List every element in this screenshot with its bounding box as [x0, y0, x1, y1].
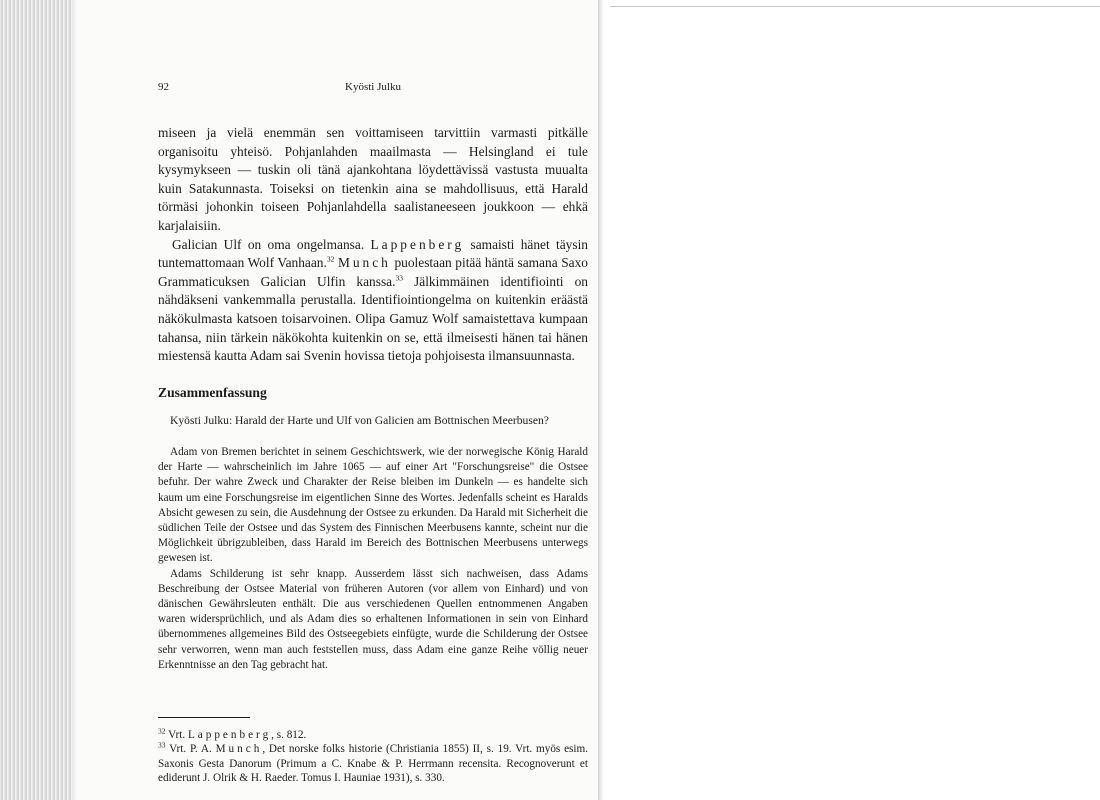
footnote-32 — [158, 728, 588, 742]
left-page — [78, 0, 598, 800]
summary-text — [158, 445, 588, 673]
body-paragraph-1: miseen ja vielä enemmän sen voittamiseen tarvittiin varmasti pitkälle organisoitu yhteisö. Pohjanlahden maailmasta — Helsingland ei tule kysymykseen — tuskin oli tänä ajankohtana löydettävissä vastusta muualta kuin Satakunnasta. Toiseksi on tietenkin aina se mahdollisuus, että Harald törmäsi johonkin toiseen Pohjanlahdella saalistaneeseen joukkoon — ehkä karjalaisiin. — [158, 125, 588, 233]
author-name-lappenberg: Lappenberg — [370, 236, 465, 252]
page-top-edge — [610, 6, 1100, 7]
running-title: Kyösti Julku — [345, 81, 401, 93]
summary-title: Kyösti Julku: Harald der Harte und Ulf von Galicien am Bottnischen Meerbusen? — [170, 414, 549, 427]
text-run: Jälkimmäinen identifiointi on nähdäkseni vankemmalla perustalla. Identifiointiongelma on kuitenkin eräästä näkökulmasta katsoen toisarvoinen. Olipa Gamuz Wolf samaistettava kumpaan tahansa, niin tärkein näkökohta kuitenkin on se, että ilmeisesti hänen tai hänen miestensä kautta Adam sai Svenin hovissa tietoja pohjoisesta ilmansuunnasta. — [158, 273, 588, 364]
running-head — [158, 81, 588, 97]
footnote-ref-32: 32 — [326, 254, 335, 264]
text-run: puolestaan pitää häntä samana Saxo Grammaticuksen Galician Ulfin kanssa. — [158, 255, 588, 289]
text-run: Galician Ulf on oma ongelmansa. — [172, 236, 371, 252]
author-name: Munch — [215, 743, 263, 756]
section-heading: Zusammenfassung — [158, 385, 267, 400]
footnote-33 — [158, 742, 588, 785]
summary-paragraph-2: Adams Schilderung ist sehr knapp. Ausserdem lässt sich nachweisen, dass Adams Beschreibung der Ostsee Material von früheren Autoren (vor allem von Einhard) und von dänischen Gewährsleuten enthält. Die aus verschiedenen Quellen entnommenen Angaben waren widersprüchlich, und als Adam dies so erhaltenen Informationen in sein von Einhard übernommenes allgemeines Bild des Ostseegebiets einfügte, wurde die Schilderung der Ostsee sehr verworren, wenn man auch feststellen muss, dass Adam eine ganze Reihe völlig neuer Erkenntnisse an den Tag gebracht hat. — [158, 567, 588, 671]
footnote-divider — [158, 717, 250, 718]
author-name: Lappenberg — [187, 729, 272, 741]
text-run: Vrt. P. A. — [165, 743, 216, 756]
text-run: , s. 812. — [271, 729, 307, 741]
footnote-ref-33: 33 — [395, 273, 403, 283]
body-paragraph-2 — [158, 236, 588, 366]
summary-paragraph-1: Adam von Bremen berichtet in seinem Geschichtswerk, wie der norwegische König Harald der Harte — wahrscheinlich im Jahre 1065 — auf einer Art "Forschungsreise" die Ostsee befuhr. Der wahre Zweck und Charakter der Reise bleiben im Dunkeln — es handelte sich kaum um eine Forschungsreise im eigentlichen Sinne des Wortes. Jedenfalls scheint es Haralds Absicht gewesen zu sein, die Ausdehnung der Ostsee zu erkunden. Da Harald mit Sicherheit die südlichen Teile der Ostsee und das System des Finnischen Meerbusens kannte, scheint nur die Möglichkeit übrigzubleiben, dass Harald im Bereich des Bottnischen Meerbusens unterwegs gewesen ist. — [158, 446, 588, 565]
text-run: Vrt. — [165, 729, 188, 741]
stacked-page-edges — [0, 0, 78, 800]
footnote-number: 32 — [158, 726, 166, 736]
page-number: 92 — [158, 81, 169, 93]
text-run: , Det norske folks historie (Christiania 1855) II, s. 19. Vrt. myös esim. Saxonis Gesta Danorum (Primum a C. Knabe & P. Herrmann recensita. Recognoverunt et ediderunt J. Olrik & H. Raeder. Tomus I. Hauniae 1931), s. 330. — [158, 743, 589, 785]
right-blank-page — [604, 0, 1100, 800]
footnotes — [158, 728, 588, 786]
body-text — [158, 124, 588, 366]
footnote-number: 33 — [158, 740, 166, 750]
text-run: samaisti hänet täysin tuntemattomaan Wolf Vanhaan. — [158, 236, 588, 271]
author-name-munch: Munch — [337, 255, 391, 271]
